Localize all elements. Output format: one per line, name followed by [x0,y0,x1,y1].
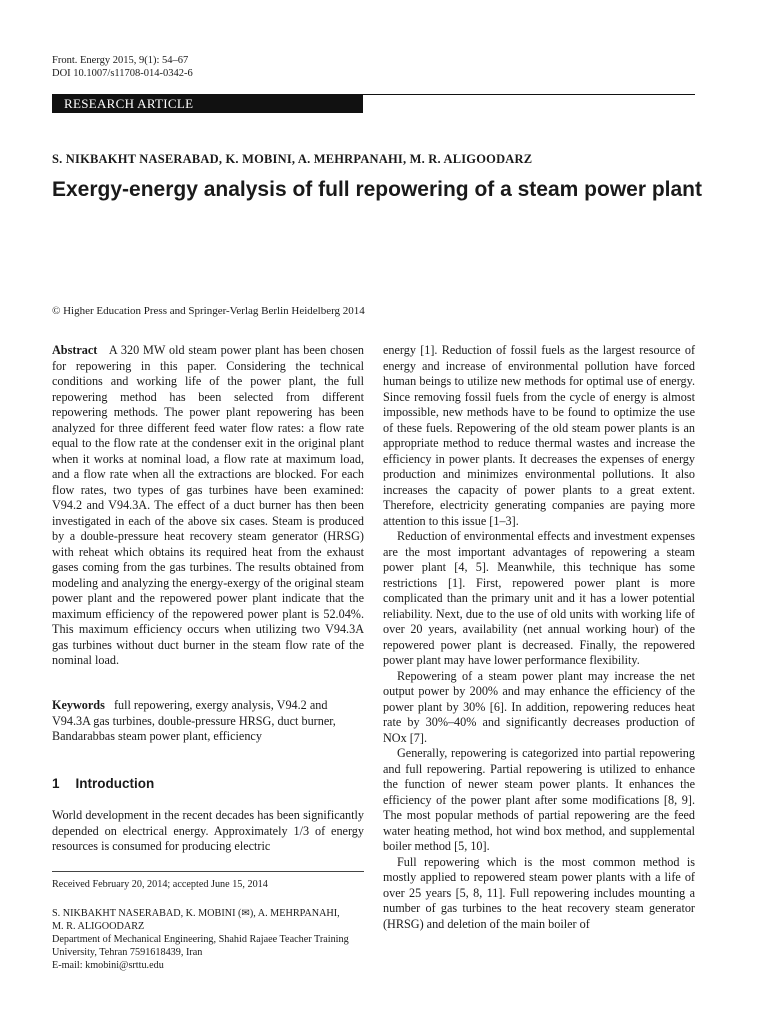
author-list: S. NIKBAKHT NASERABAD, K. MOBINI, A. MEHRPANAHI, M. R. ALIGOODARZ [52,152,533,166]
paragraph: Repowering of a steam power plant may increase the net output power by 200% and may enhance the efficiency of the power plant by 30% [6]. In addition, repowering reduces heat rate by 30%–40% and significantly decreases production of NOx [7]. [383,668,695,745]
paper-title: Exergy-energy analysis of full repowering of a steam power plant [52,178,703,201]
department: Department of Mechanical Engineering, Shahid Rajaee Teacher Training University, Tehran 7591618439, Iran [52,934,349,958]
journal-citation: Front. Energy 2015, 9(1): 54–67 [52,55,189,66]
abstract-block [52,343,364,669]
section-heading [52,776,154,791]
corresponding-authors: S. NIKBAKHT NASERABAD, K. MOBINI (✉), A. MEHRPANAHI, [52,908,340,919]
paragraph: Generally, repowering is categorized into partial repowering and full repowering. Partial repowering is utilized to enhance the function of newer steam power plants. It enhances the efficiency of the power plant after some modifications [8, 9]. The most popular methods of partial repowering are the feed water heating method, hot wind box method, and supplemental boiler method [5, 10]. [383,746,695,853]
footnote-divider [52,871,364,872]
author-last: M. R. ALIGOODARZ [52,921,145,932]
journal-meta [52,54,193,80]
section-number: 1 [52,776,60,791]
header-rule [363,94,695,95]
received-dates: Received February 20, 2014; accepted June 15, 2014 [52,879,268,890]
keywords-text: full repowering, exergy analysis, V94.2 and V94.3A gas turbines, double-pressure HRSG, duct burner, Bandarabbas steam power plant, efficiency [52,698,336,743]
article-type-banner: RESEARCH ARTICLE [52,94,363,113]
abstract-text: A 320 MW old steam power plant has been chosen for repowering in this paper. Considering the technical conditions and working life of the power plant, the full repowering method has been selected from different repowering methods. The power plant repowering has been analyzed for three different feed water flow rates: a flow rate equal to the flow rate at the condenser exit in the original plant when it works at nominal load, a flow rate at maximum load, and a flow rate when all the extractions are blocked. For each flow rates, two types of gas turbines have been examined: V94.2 and V94.3A. The effect of a duct burner has then been investigated in each of the above six cases. Steam is produced by a double-pressure heat recovery steam generator (HRSG) with reheat which obtains its required heat from the exhaust gases coming from the gas turbines. The results obtained from modeling and analyzing the energy-exergy of the original steam power plant and the repowered power plant indicate that the maximum efficiency of the repowered power plant is 52.04%. This maximum efficiency occurs when utilizing two V94.3A gas turbines without duct burner in the steam flow rate of the nominal load. [52,343,364,667]
right-column [383,343,695,932]
paragraph: Reduction of environmental effects and investment expenses are the most important advantages of repowering a steam power plant [4, 5]. Meanwhile, this technique has some restrictions [1]. First, repowered power plant is more complicated than the primary unit and it has a lower potential reliability. Next, due to the use of old units with working life of over 20 years, availability (net annual working hour) of the repowered power plant is decreased. Finally, the repowered power plant may have lower performance flexibility. [383,529,695,667]
intro-paragraph: World development in the recent decades has been significantly depended on electrical energy. Approximately 1/3 of energy resources is consumed for producing electric [52,808,364,853]
paragraph: Full repowering which is the most common method is mostly applied to repowered steam power plants with a life of over 25 years [5, 8, 11]. Full repowering includes mounting a number of gas turbines to the heat recovery steam generator (HRSG) and deletion of the main boiler of [383,854,695,931]
envelope-icon: ✉ [241,908,250,919]
abstract-label: Abstract [52,343,98,357]
keywords-label: Keywords [52,698,105,712]
doi: DOI 10.1007/s11708-014-0342-6 [52,68,193,79]
section-title: Introduction [75,776,155,791]
copyright-notice: © Higher Education Press and Springer-Verlag Berlin Heidelberg 2014 [52,305,365,317]
paragraph: energy [1]. Reduction of fossil fuels as the largest resource of energy and increase of environmental pollution have forced human beings to utilize new methods for optimal use of energy. Since removing fossil fuels from the cycle of energy is almost impossible, new methods have to be found to optimize the use of these fuels. Repowering of the old steam power plants is an appropriate method to reduce thermal wastes and increase the efficiency in power plants. It decreases the expenses of energy production and minimizes environmental pollutions. It also increases the capacity of power plants to a great extent. Therefore, electricity generating companies are paying more attention to this issue [1–3]. [383,343,695,528]
author-affiliation [52,907,368,972]
keywords-block [52,698,364,745]
email: E-mail: kmobini@srttu.edu [52,960,164,971]
